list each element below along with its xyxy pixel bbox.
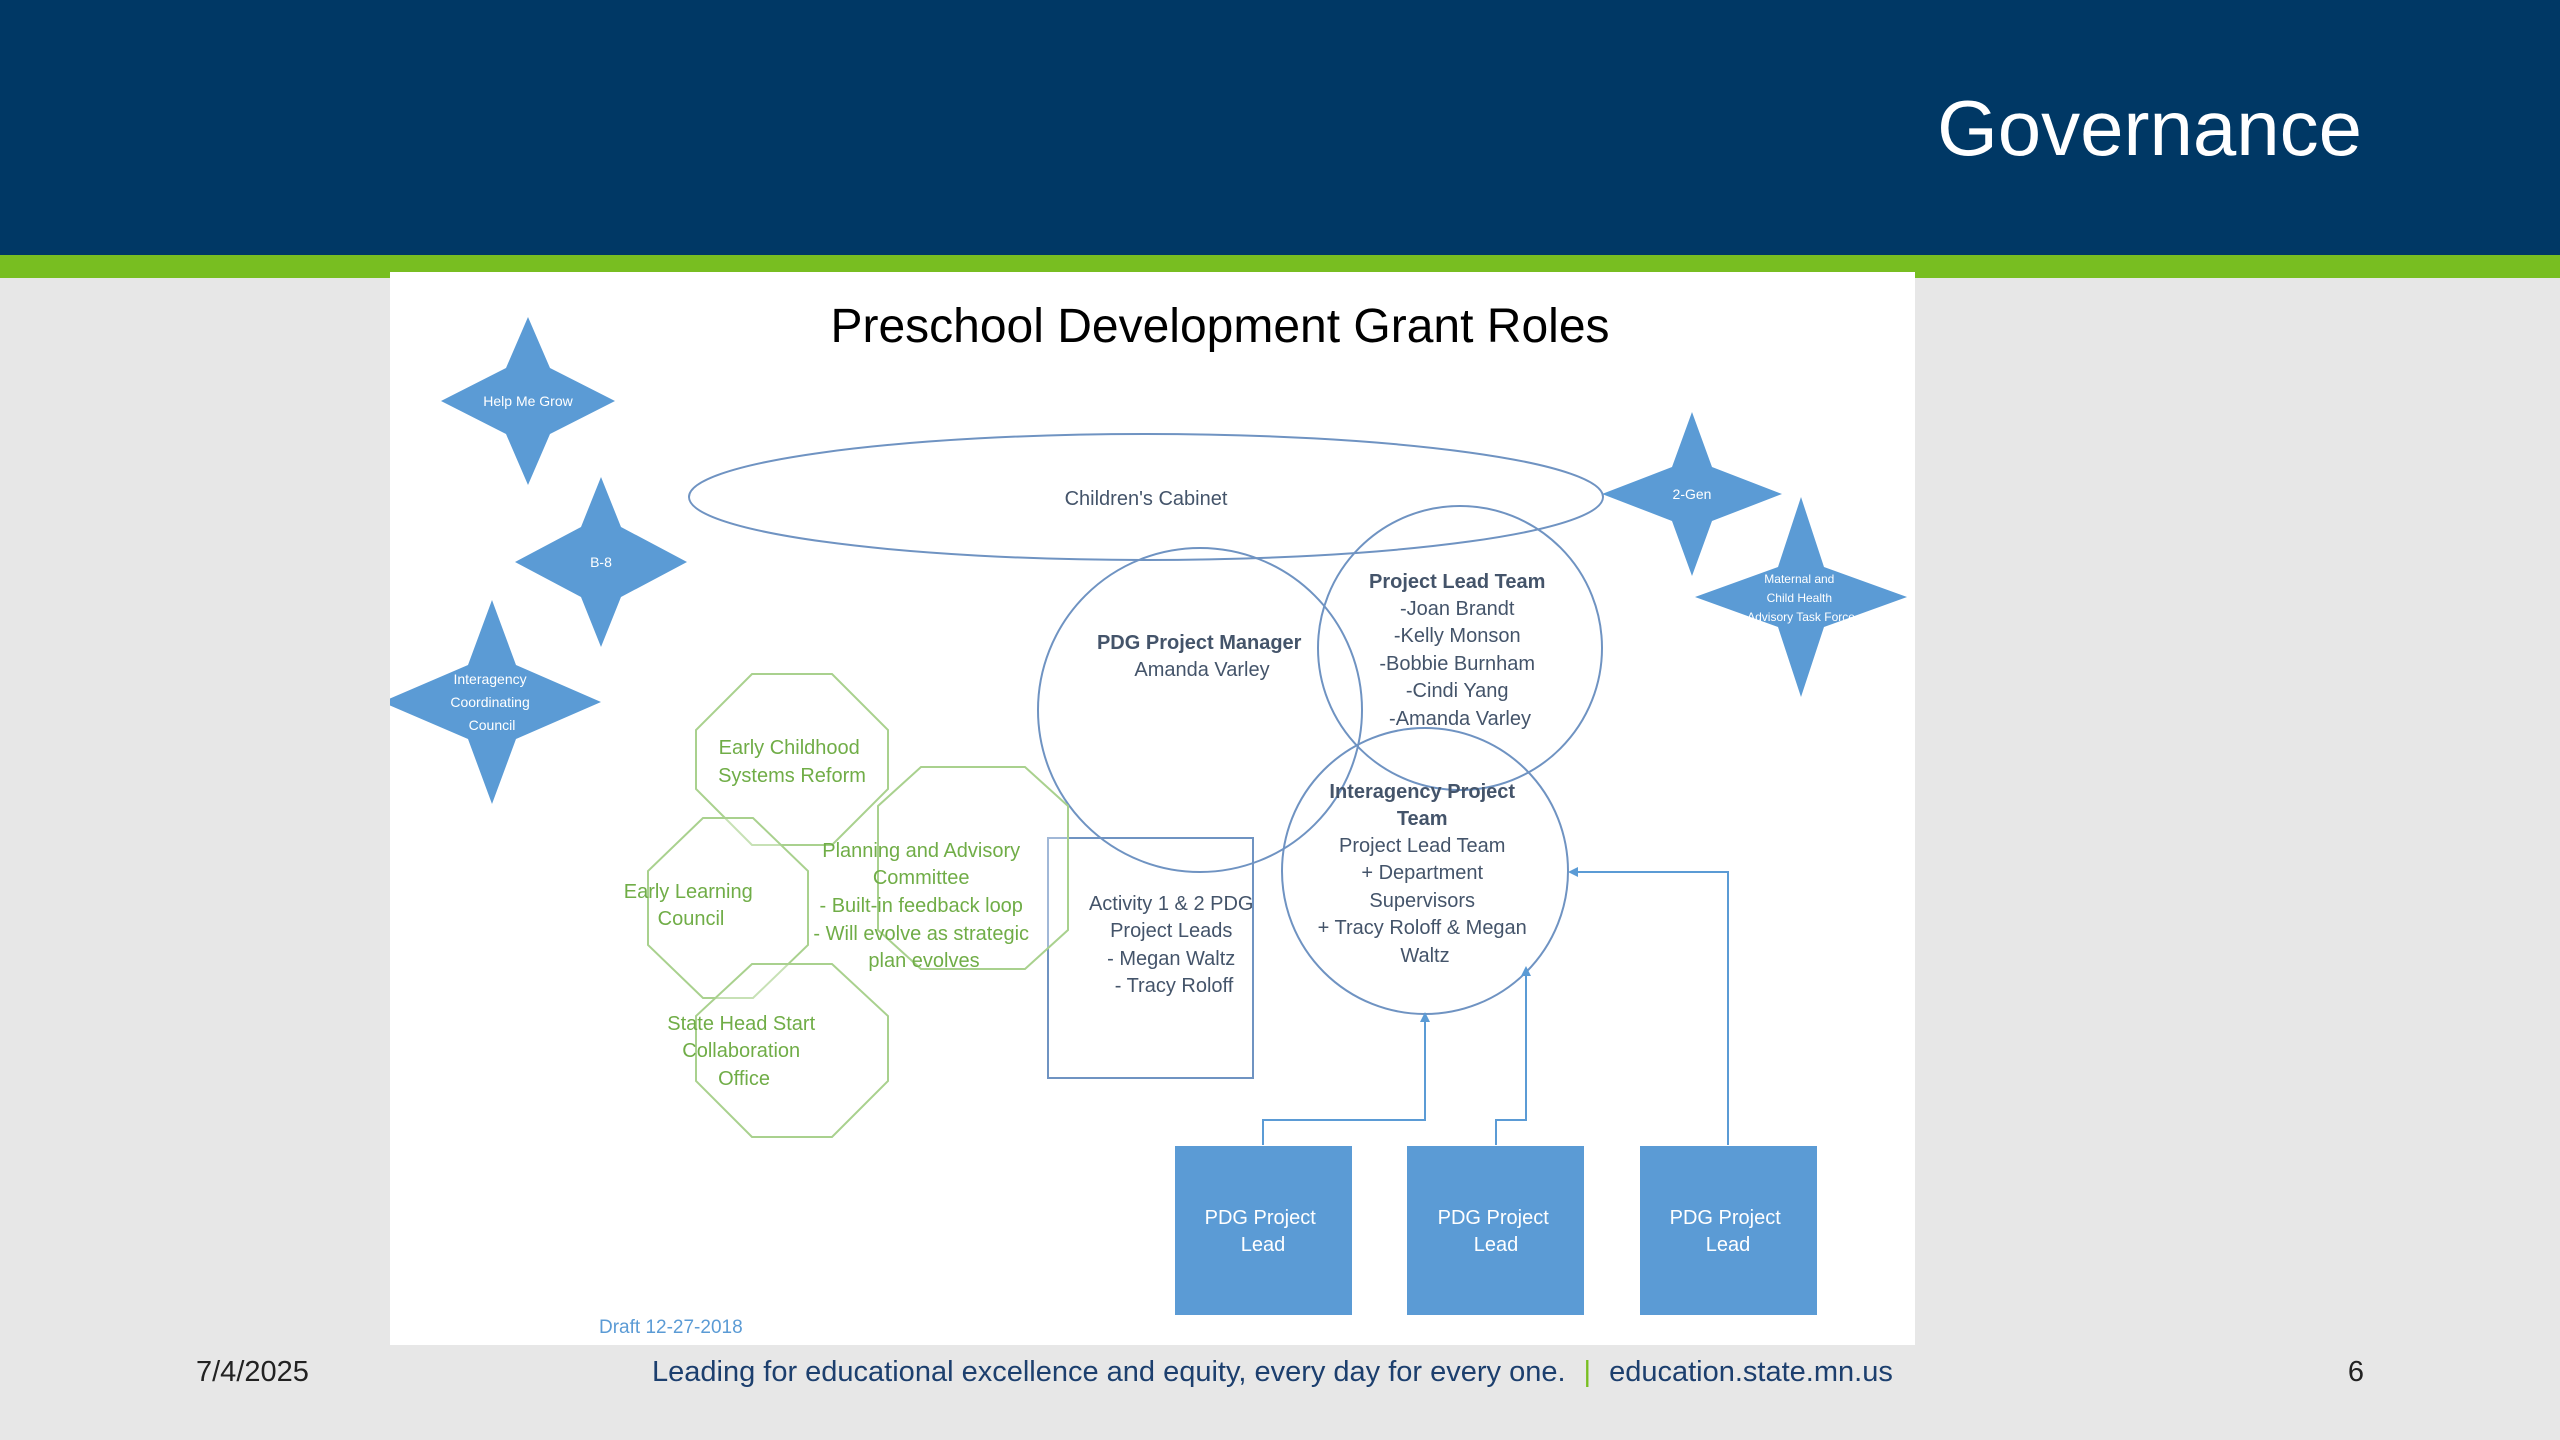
pdg-pm-title: PDG Project Manager [1096, 632, 1302, 654]
shs-line-3: Office [718, 1068, 770, 1090]
pdg-project-manager [1038, 548, 1362, 872]
ipt-body-1: Project Lead Team [1339, 835, 1506, 857]
b8-star [515, 477, 687, 647]
plt-member-2: -Kelly Monson [1393, 625, 1521, 647]
footer-tagline-row [652, 1356, 1893, 1389]
pac-line-1: Planning and Advisory [822, 840, 1021, 862]
svg-text:Activity 1 & 2 PDG Pro [1089, 893, 1259, 997]
svg-text:2-Gen [1673, 486, 1712, 502]
ipt-title-1: Interagency Project [1329, 781, 1516, 803]
activity-line-4: - Tracy Roloff [1114, 975, 1234, 997]
ecsr-line-2: Systems Reform [718, 765, 866, 787]
activity-line-3: - Megan Waltz [1107, 948, 1236, 970]
two-gen-star [1602, 412, 1782, 576]
svg-text:B-8 [590, 554, 612, 570]
footer-date: 7/4/2025 [196, 1356, 309, 1388]
activity-project-leads-box [1048, 838, 1259, 1078]
icc-label-1: Interagency [453, 671, 527, 687]
arrow-lead-2 [1496, 968, 1526, 1145]
ipt-body-5: Waltz [1400, 945, 1450, 967]
childrens-cabinet [689, 434, 1603, 560]
lead-1-line-2: Lead [1240, 1234, 1286, 1256]
mch-label-3: Advisory Task Force [1747, 610, 1855, 624]
pdg-project-lead-box-2 [1407, 1146, 1584, 1315]
mch-star [1695, 497, 1907, 697]
ecsr-line-1: Early Childhood [718, 737, 860, 759]
slide-header [0, 0, 2560, 255]
childrens-cabinet-label: Children's Cabinet [1064, 488, 1228, 510]
pac-line-2: Committee [872, 867, 970, 889]
diagram-panel [390, 272, 1915, 1345]
ipt-body-2: + Department [1361, 862, 1484, 884]
help-me-grow-star [441, 317, 615, 485]
lead-1-line-1: PDG Project [1204, 1207, 1316, 1229]
plt-member-4: -Cindi Yang [1405, 680, 1509, 702]
plt-title: Project Lead Team [1369, 571, 1546, 593]
shs-line-1: State Head Start [667, 1013, 816, 1035]
two-gen-label: 2-Gen [1672, 486, 1712, 502]
elc-line-1: Early Learning [623, 881, 753, 903]
activity-line-1: Activity 1 & 2 PDG [1088, 893, 1254, 915]
lead-2-line-2: Lead [1473, 1234, 1519, 1256]
shs-line-2: Collaboration [682, 1040, 801, 1062]
project-lead-team [1318, 506, 1602, 790]
footer-url[interactable]: education.state.mn.us [1609, 1356, 1893, 1388]
svg-text:Project Lead Team -Joa [1369, 571, 1551, 730]
icc-star [390, 600, 601, 804]
lead-2-line-1: PDG Project [1437, 1207, 1549, 1229]
org-diagram [390, 272, 1915, 1345]
lead-3-line-2: Lead [1705, 1234, 1751, 1256]
ipt-body-3: Supervisors [1369, 890, 1476, 912]
footer-tagline: Leading for educational excellence and equity, every day for every one. [652, 1356, 1566, 1388]
diagram-title: Preschool Development Grant Roles [830, 300, 1610, 353]
slide-title: Governance [1937, 84, 2362, 172]
elc-line-2: Council [657, 908, 725, 930]
footer-separator: | [1583, 1356, 1592, 1388]
b8-label: B-8 [590, 554, 612, 570]
arrow-lead-1 [1263, 1014, 1425, 1145]
pac-line-3: - Built-in feedback loop [819, 895, 1023, 917]
ipt-body-4: + Tracy Roloff & Megan [1317, 917, 1527, 939]
pdg-project-lead-box-3 [1640, 1146, 1817, 1315]
icc-label-3: Council [468, 717, 516, 733]
pac-line-5: plan evolves [868, 950, 980, 972]
plt-member-1: -Joan Brandt [1399, 598, 1515, 620]
arrow-lead-3 [1570, 872, 1728, 1145]
pdg-project-lead-box-1 [1175, 1146, 1352, 1315]
pdg-pm-name: Amanda Varley [1134, 659, 1270, 681]
svg-text:PDG Project Manager Am [1097, 632, 1307, 681]
help-me-grow-label: Help Me Grow [483, 393, 573, 409]
plt-member-3: -Bobbie Burnham [1379, 653, 1536, 675]
activity-line-2: Project Leads [1110, 920, 1233, 942]
page-number: 6 [2347, 1356, 2364, 1388]
connector-arrows [1263, 872, 1728, 1145]
ipt-title-2: Team [1396, 808, 1448, 830]
plt-member-5: -Amanda Varley [1389, 708, 1531, 730]
lead-3-line-1: PDG Project [1669, 1207, 1781, 1229]
svg-text:Help Me Grow [483, 393, 573, 409]
draft-note: Draft 12-27-2018 [599, 1317, 743, 1338]
pac-line-4: - Will evolve as strategic [813, 923, 1030, 945]
svg-text:Interagency Project Te [1318, 781, 1533, 967]
mch-label-2: Child Health [1766, 591, 1833, 605]
icc-label-2: Coordinating [450, 694, 530, 710]
mch-label-1: Maternal and [1764, 572, 1835, 586]
